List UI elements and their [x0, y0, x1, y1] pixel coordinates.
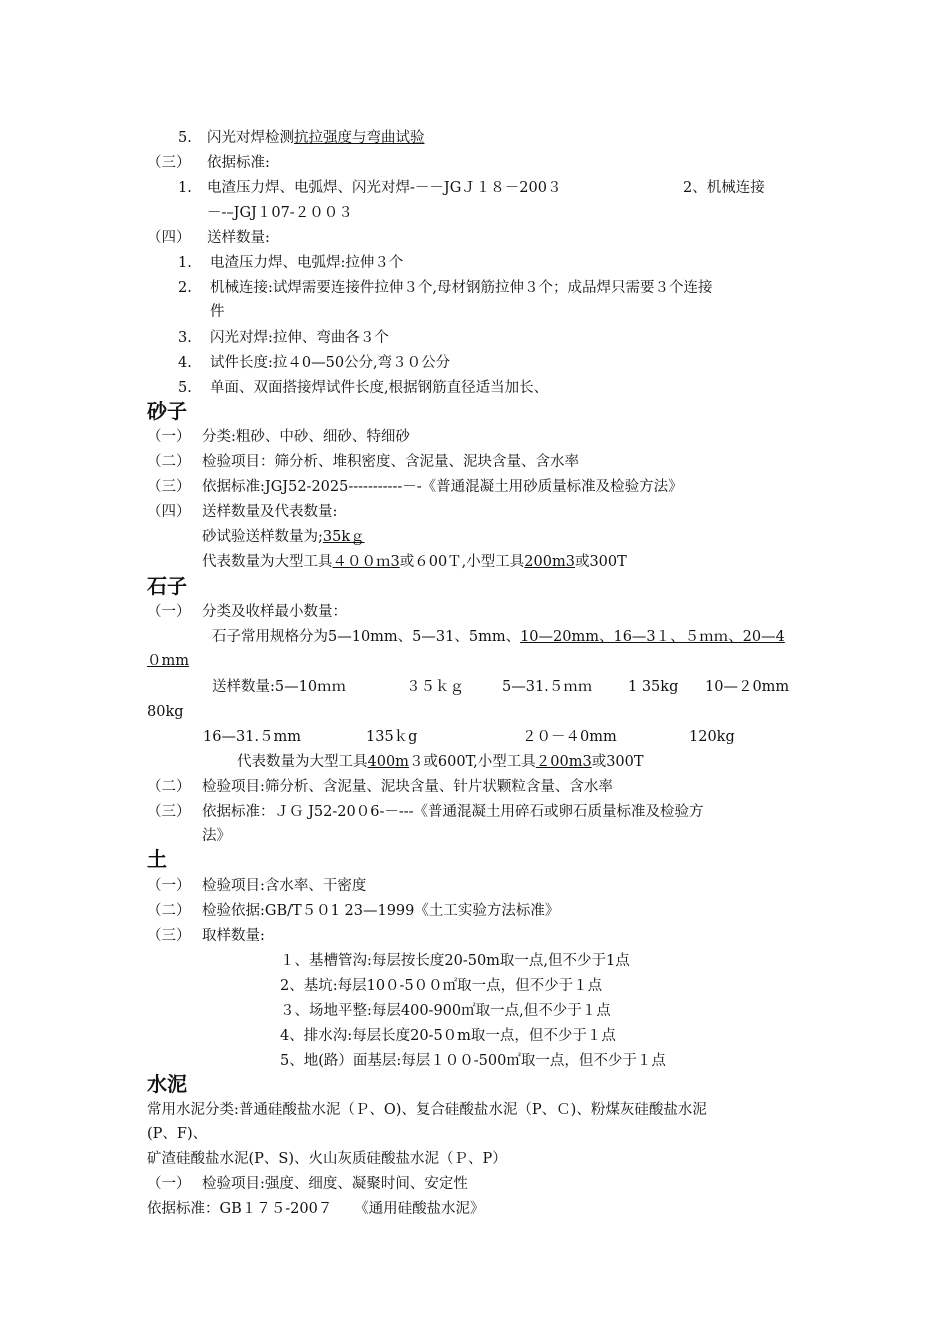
sample-size: 16—31.５mm	[203, 729, 302, 745]
section-number: （三）	[147, 928, 191, 944]
section-heading-soil: 土	[147, 847, 167, 871]
section-number: （三）	[147, 479, 191, 495]
list-item-text: ３、场地平整:每层400-900㎡取一点,但不少于１点	[280, 1003, 611, 1019]
underlined-text: 35kｇ	[322, 529, 365, 545]
text: 砂试验送样数量为;	[202, 529, 323, 545]
underlined-text: ０mm	[147, 653, 189, 669]
paragraph: 依据标准:JGJ52-2025-----------－-《普通混凝土用砂质量标准及检验方法》	[202, 479, 683, 495]
text: 石子常用规格分为5—10mm、5—31、5mm、	[212, 629, 521, 645]
underlined-text: 200m3	[524, 554, 575, 570]
list-number: 4.	[178, 355, 192, 371]
paragraph: 检验项目:筛分析、含泥量、泥块含量、针片状颗粒含量、含水率	[202, 779, 613, 795]
list-item-continuation: 件	[210, 304, 225, 320]
list-number: 1.	[178, 255, 192, 271]
section-number: （二）	[147, 903, 191, 919]
sample-size: 10—２0mm	[705, 679, 790, 695]
list-item-text: 单面、双面搭接焊试件长度,根据钢筋直径适当加长、	[210, 380, 549, 396]
list-item-continuation: －-–JGJ１07-２００３	[207, 205, 353, 221]
section-number: （一）	[147, 1176, 191, 1192]
paragraph: 矿渣硅酸盐水泥(P、S)、火山灰质硅酸盐水泥（Ｐ、P）	[147, 1151, 507, 1167]
sample-size: ３５ｋｇ	[406, 679, 464, 695]
sample-size: 80kg	[147, 704, 184, 720]
text: 或300T	[591, 754, 644, 770]
paragraph	[202, 552, 627, 572]
underlined-text: 400m	[367, 754, 409, 770]
text: 或300T	[574, 554, 627, 570]
underlined-text: ２00m3	[535, 754, 592, 770]
paragraph: 取样数量:	[202, 928, 265, 944]
list-item-text	[207, 128, 425, 148]
list-item-text: 2、基坑:每层10０-5００㎡取一点，但不少于１点	[280, 978, 603, 994]
text: 闪光对焊检测	[207, 130, 294, 146]
paragraph: 常用水泥分类:普通硅酸盐水泥（Ｐ、O)、复合硅酸盐水泥（P、Ｃ)、粉煤灰硅酸盐水泥	[147, 1102, 707, 1118]
text: ３或600T,小型工具	[408, 754, 536, 770]
section-number: （一）	[147, 429, 191, 445]
paragraph: 检验项目：筛分析、堆积密度、含泥量、泥块含量、含水率	[202, 454, 579, 470]
section-heading-cement: 水泥	[147, 1072, 187, 1096]
section-label: 依据标准:	[207, 155, 270, 171]
section-number: （二）	[147, 454, 191, 470]
section-number: （一）	[147, 604, 191, 620]
sample-size: 135ｋg	[366, 729, 418, 745]
list-item-text: １、基槽管沟:每层按长度20-50m取一点,但不少于1点	[280, 953, 630, 969]
list-item-text: 4、排水沟:每层长度20-5０m取一点，但不少于１点	[280, 1028, 616, 1044]
paragraph: 检验项目:含水率、干密度	[202, 878, 367, 894]
text: 或６00Ｔ,小型工具	[399, 554, 525, 570]
section-number: （一）	[147, 878, 191, 894]
list-item-text: 5、地(路）面基层:每层１００-500㎡取一点，但不少于１点	[280, 1053, 666, 1069]
paragraph: 检验依据:GB/T５０1 23—1999《土工实验方法标准》	[202, 903, 560, 919]
list-number: 2.	[178, 280, 192, 296]
section-number: （四）	[147, 504, 191, 520]
section-label: 送样数量:	[207, 230, 270, 246]
list-item-text: 2、机械连接	[683, 180, 765, 196]
text: 代表数量为大型工具	[237, 754, 368, 770]
paragraph-continuation: (P、F)、	[147, 1126, 208, 1142]
list-number: 1.	[178, 180, 192, 196]
section-number: （三）	[147, 804, 191, 820]
paragraph: 送样数量及代表数量:	[202, 504, 338, 520]
section-number: （四）	[147, 230, 191, 246]
paragraph: 依据标准：ＪＧ J52-20０6-－---《普通混凝土用碎石或卵石质量标准及检验方	[202, 804, 704, 820]
paragraph	[237, 752, 644, 772]
sample-size: 1 35kg	[628, 679, 679, 695]
section-number: （三）	[147, 155, 191, 171]
paragraph	[212, 627, 785, 647]
paragraph: 分类及收样最小数量：	[202, 604, 347, 620]
text: 代表数量为大型工具	[202, 554, 333, 570]
sample-size: 送样数量:5—10ｍｍ	[212, 679, 347, 695]
underlined-text: ４００ｍ3	[332, 554, 400, 570]
paragraph: 依据标准：GB１７５-200７ 《通用硅酸盐水泥》	[147, 1201, 485, 1217]
section-number: （二）	[147, 779, 191, 795]
list-item-text: 闪光对焊:拉伸、弯曲各３个	[210, 330, 389, 346]
list-number: 5.	[178, 130, 192, 146]
sample-size: ２０－４0mm	[522, 729, 617, 745]
underlined-text: 10—20mm、16—3１、５ｍｍ、20—4	[520, 629, 785, 645]
list-item-text: 电渣压力焊、电弧焊、闪光对焊-－－JGＪ１８－200３	[207, 180, 562, 196]
list-item-text: 电渣压力焊、电弧焊:拉伸３个	[210, 255, 404, 271]
list-item-text: 机械连接:试焊需要连接件拉伸３个,母材钢筋拉伸３个；成品焊只需要３个连接	[210, 280, 713, 296]
paragraph	[202, 527, 365, 547]
list-number: 3.	[178, 330, 192, 346]
paragraph: 分类:粗砂、中砂、细砂、特细砂	[202, 429, 410, 445]
list-number: 5.	[178, 380, 192, 396]
paragraph-continuation: 法》	[202, 828, 231, 844]
section-heading-sand: 砂子	[147, 399, 187, 423]
paragraph: 检验项目:强度、细度、凝聚时间、安定性	[202, 1176, 468, 1192]
underlined-text: 抗拉强度与弯曲试验	[294, 130, 425, 146]
section-heading-stone: 石子	[147, 574, 187, 598]
sample-size: 5—31.５ｍｍ	[502, 679, 593, 695]
sample-size: 120kg	[689, 729, 735, 745]
list-item-text: 试件长度:拉４0—50公分,弯３０公分	[210, 355, 451, 371]
